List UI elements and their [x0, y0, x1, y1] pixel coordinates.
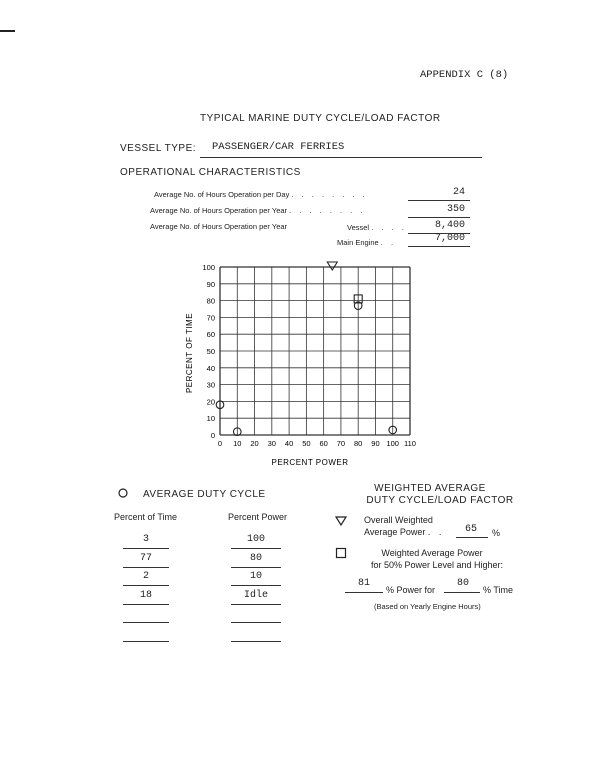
y-tick-label: 80	[206, 296, 215, 306]
fifty-power-underline	[345, 592, 383, 593]
fifty-time-label: % Time	[483, 585, 514, 595]
fifty-label-1: Weighted Average Power	[381, 548, 483, 558]
overall-weighted-value: 65	[464, 524, 477, 535]
triangle-marker-icon	[335, 515, 347, 527]
page-title: TYPICAL MARINE DUTY CYCLE/LOAD FACTOR	[200, 113, 441, 124]
duty-row-time: 18	[139, 589, 152, 601]
main-engine-value: 7,000	[434, 233, 465, 244]
fifty-time-underline	[444, 592, 480, 593]
fifty-time-value: 80	[456, 578, 469, 589]
col-percent-power: Percent Power	[228, 512, 288, 522]
duty-row-power: 100	[246, 534, 265, 545]
weighted-avg-title-1: WEIGHTED AVERAGE	[374, 483, 486, 494]
duty-row-blank-underline	[231, 641, 281, 642]
main-engine-label: Main Engine . .	[337, 238, 397, 247]
y-tick-label: 70	[206, 313, 215, 323]
x-tick-label: 90	[371, 439, 380, 448]
duty-row-power: Idle	[243, 589, 268, 601]
duty-row-power: 80	[249, 552, 262, 564]
y-tick-label: 30	[206, 380, 215, 390]
duty-cycle-chart	[170, 258, 450, 473]
y-tick-label: 100	[202, 263, 215, 272]
y-tick-label: 20	[206, 397, 215, 407]
fifty-power-value: 81	[357, 578, 370, 589]
yearly-hours-note: (Based on Yearly Engine Hours)	[374, 602, 481, 611]
duty-row-power-underline	[231, 548, 281, 549]
y-axis-label: PERCENT OF TIME	[185, 312, 194, 394]
duty-row-power-underline	[231, 567, 281, 568]
y-tick-label: 0	[210, 431, 215, 440]
overall-weighted-label-1: Overall Weighted	[364, 515, 433, 525]
y-tick-label: 10	[206, 414, 215, 424]
duty-row-time: 3	[142, 534, 149, 545]
appendix-label: APPENDIX C (8)	[420, 69, 509, 81]
vessel-type-label: VESSEL TYPE:	[120, 143, 197, 154]
duty-row-power-underline	[231, 604, 281, 605]
duty-row-blank-underline	[231, 622, 281, 623]
col-percent-time: Percent of Time	[114, 512, 178, 522]
y-tick-label: 40	[206, 363, 215, 373]
main-engine-underline	[408, 246, 470, 247]
duty-row-time-underline	[123, 567, 169, 568]
scan-mark	[0, 30, 15, 32]
vessel-type-underline	[200, 157, 482, 158]
duty-row-power: 10	[249, 571, 262, 582]
fifty-power-label: % Power for	[386, 585, 436, 595]
hours-per-year-value: 350	[446, 204, 465, 215]
x-tick-label: 20	[250, 439, 259, 448]
x-tick-label: 10	[233, 439, 242, 448]
overall-weighted-unit: %	[492, 528, 501, 538]
fifty-label-2: for 50% Power Level and Higher:	[370, 560, 504, 570]
x-tick-label: 100	[386, 439, 399, 448]
hours-per-day-value: 24	[452, 187, 465, 198]
duty-row-time: 77	[139, 552, 152, 564]
vessel-type-value: PASSENGER/CAR FERRIES	[212, 141, 345, 153]
x-axis-label: PERCENT POWER	[271, 458, 349, 467]
vessel-hours-value: 8,400	[434, 220, 465, 231]
hours-per-year-label-2: Average No. of Hours Operation per Year	[150, 222, 288, 231]
square-marker-icon	[335, 547, 347, 559]
overall-weighted-point	[327, 262, 337, 270]
x-tick-label: 0	[217, 439, 223, 448]
x-tick-labels	[218, 439, 416, 448]
hours-per-day-underline	[408, 200, 470, 201]
overall-weighted-label-2: Average Power . .	[364, 527, 445, 537]
duty-row-power-underline	[231, 585, 281, 586]
duty-row-time-underline	[123, 604, 169, 605]
x-tick-label: 80	[354, 439, 363, 448]
y-tick-label: 50	[206, 347, 215, 356]
hours-per-year-underline	[408, 217, 470, 218]
x-tick-label: 110	[404, 439, 416, 448]
duty-row-time-underline	[123, 548, 169, 549]
y-tick-label: 60	[206, 330, 215, 340]
circle-marker-icon	[117, 487, 129, 499]
avg-duty-cycle-title: AVERAGE DUTY CYCLE	[143, 489, 266, 500]
overall-weighted-underline	[456, 537, 488, 538]
x-tick-label: 30	[267, 439, 276, 448]
x-tick-label: 60	[319, 439, 328, 448]
y-tick-label: 90	[206, 279, 215, 289]
duty-row-time-underline	[123, 585, 169, 586]
duty-row-time: 2	[142, 571, 149, 582]
duty-row-blank-underline	[123, 641, 169, 642]
y-tick-labels	[202, 263, 215, 440]
x-tick-label: 50	[302, 439, 311, 448]
duty-row-blank-underline	[123, 622, 169, 623]
chart-grid	[220, 267, 410, 435]
hours-per-year-label-1: Average No. of Hours Operation per Year . . . . . . . .	[150, 206, 366, 215]
vessel-hours-label: Vessel . . . .	[347, 223, 407, 232]
op-char-heading: OPERATIONAL CHARACTERISTICS	[120, 167, 301, 178]
x-tick-label: 40	[284, 439, 294, 448]
x-tick-label: 70	[336, 439, 346, 448]
hours-per-day-label: Average No. of Hours Operation per Day . . . . . . . .	[154, 190, 368, 199]
weighted-avg-title-2: DUTY CYCLE/LOAD FACTOR	[366, 495, 514, 506]
